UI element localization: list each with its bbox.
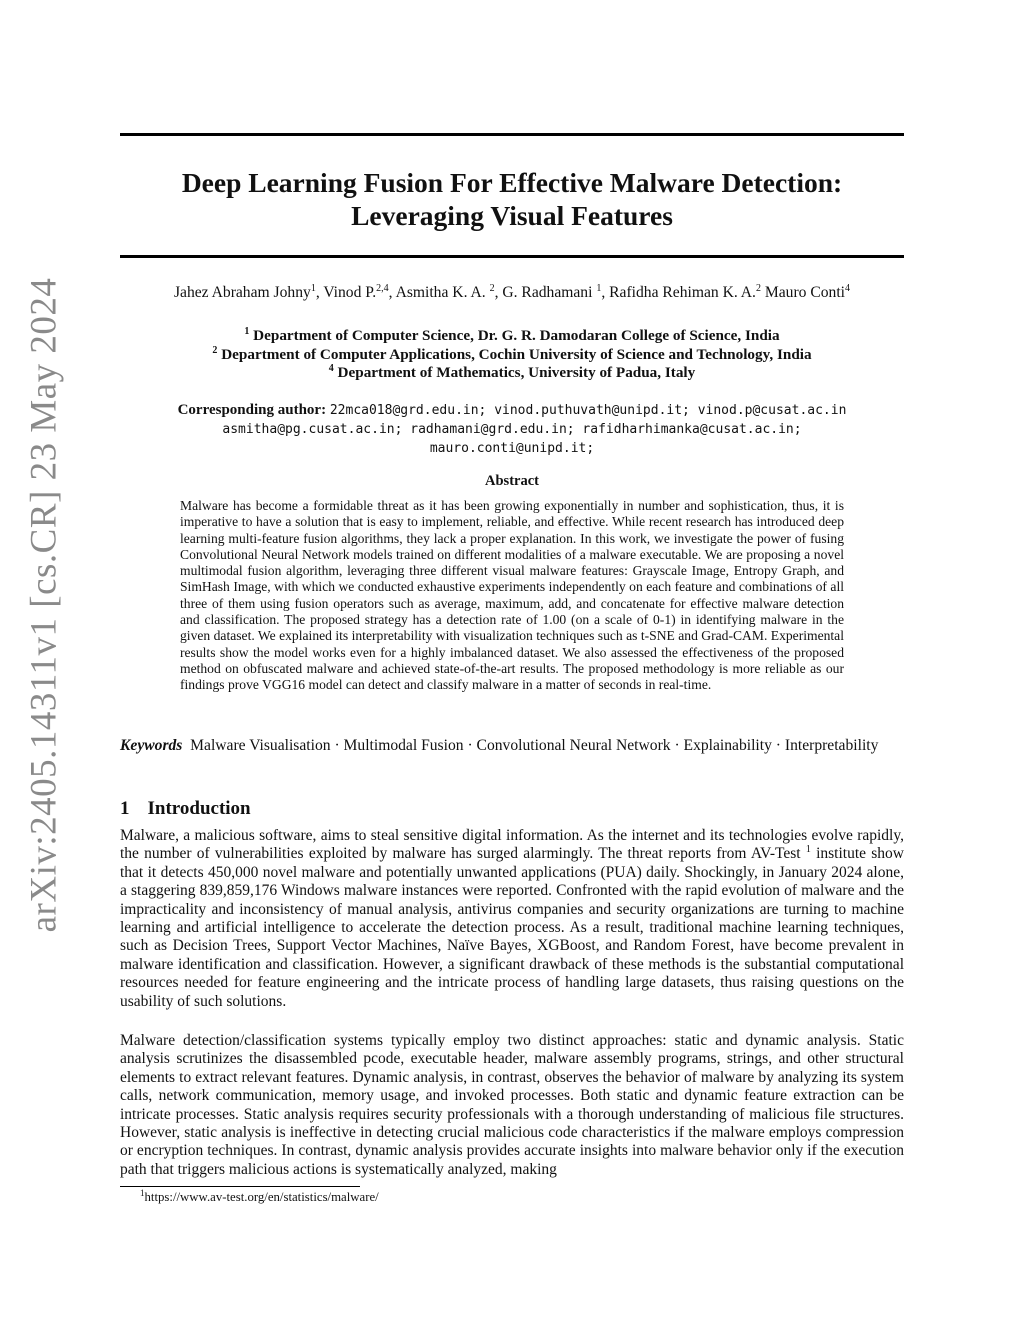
affiliation-line (120, 364, 904, 383)
affiliation-mark: 4 (328, 363, 334, 374)
email-list-line-3[interactable]: mauro.conti@unipd.it; (429, 441, 595, 456)
affiliation-text: Department of Computer Applications, Cochin University of Science and Technology, India (217, 345, 812, 363)
author-list (120, 283, 904, 303)
footnote-url[interactable]: https://www.av-test.org/en/statistics/malware/ (144, 1190, 379, 1204)
title-bottom-rule (120, 255, 904, 258)
author-affiliation-mark: 1 (310, 283, 316, 294)
keywords-block (120, 736, 904, 755)
affiliation-line (120, 327, 904, 346)
author-separator: , (494, 284, 503, 301)
author-name: Jahez Abraham Johny (173, 284, 311, 301)
affiliation-text: Department of Computer Science, Dr. G. R. Damodaran College of Science, India (249, 327, 780, 344)
author-separator: , (315, 284, 324, 301)
abstract-text: Malware has become a formidable threat as it has been growing exponentially in number and sophistication, thus, it is imperative to have a solution that is easy to implement, reliable, and effective. While recent research has introduced deep learning multi-feature fusion algorithms, they lack a proper explanation. In this work, we investigate the power of fusing Convolutional Neural Network models trained on different modalities of a malware executable. We are proposing a novel multimodal fusion algorithm, leveraging three different visual malware features: Grayscale Image, Entropy Graph, and SimHash Image, with which we conducted exhaustive experiments independently on each feature and combinations of all three of them using fusion operators such as average, maximum, add, and concatenate for effective malware detection and classification. The proposed strategy has a detection rate of 1.00 (on a scale of 0-1) in identifying malware in the given dataset. We explained its interpretability with visualization techniques such as t-SNE and Grad-CAM. Experimental results show the model works even for a highly imbalanced dataset. We also assessed the effectiveness of the proposed method on obfuscated malware and achieved state-of-the-art results. The proposed methodology is more reliable as our findings prove VGG16 model can detect and classify malware in a matter of seconds in real-time. (180, 498, 844, 693)
section-heading-introduction (120, 798, 251, 820)
author-name: G. Radhamani (502, 284, 597, 301)
author-name: Vinod P. (323, 284, 377, 301)
body-paragraph-1 (120, 827, 904, 1011)
footnote-reference[interactable]: 1 (805, 844, 811, 856)
corresponding-author-label: Corresponding author: (177, 402, 327, 418)
corresponding-author-block (120, 401, 904, 458)
affiliation-list (120, 327, 904, 383)
affiliation-line (120, 346, 904, 365)
paper-title (120, 166, 904, 232)
arxiv-identifier-stamp: arXiv:2405.14311v1 [cs.CR] 23 May 2024 (23, 277, 65, 933)
section-number: 1 (120, 798, 130, 819)
author-affiliation-mark: 2 (489, 283, 495, 294)
author-affiliation-mark: 2 (755, 283, 761, 294)
author-name: Mauro Conti (764, 284, 846, 301)
abstract-heading: Abstract (485, 473, 539, 489)
footnote-rule (120, 1186, 360, 1187)
affiliation-mark: 2 (212, 344, 218, 356)
section-title: Introduction (147, 798, 251, 819)
paragraph-text: Malware detection/classification systems typically employ two distinct approaches: static and dynamic analysis. Static analysis scrutinizes the disassembled pcode, executable header, malware assembly programs, strings, and other structural elements to extract relevant features. Dynamic analysis, in contrast, observes the behavior of malware by analyzing its system calls, network communication, memory usage, and invoked processes. Both static and dynamic feature extraction can be intricate processes. Static analysis requires security professionals with a thorough understanding of malicious file structures. However, static analysis is ineffective in detecting crucial malicious code characteristics if the malware employs compression or encryption techniques. In contrast, dynamic analysis provides accurate insights into malware behavior only if the execution path that triggers malicious actions is systematically analyzed, making (120, 1032, 904, 1178)
author-separator: , (388, 284, 396, 301)
title-line-1: Deep Learning Fusion For Effective Malware Detection: (181, 167, 843, 198)
author-separator: , (601, 284, 610, 301)
author-name: Rafidha Rehiman K. A. (609, 284, 756, 301)
paragraph-text: Malware, a malicious software, aims to steal sensitive digital information. As the internet and its technologies evolve rapidly, the number of vulnerabilities exploited by malware has surged alarmingly. The threat reports from AV-Test (120, 827, 904, 863)
author-name: Asmitha K. A. (395, 284, 490, 301)
affiliation-text: Department of Mathematics, University of Padua, Italy (333, 364, 696, 381)
keywords-label: Keywords (120, 737, 183, 754)
paragraph-text: institute show that it detects 450,000 novel malware and potentially unwanted applications (PUA) daily. Shockingly, in January 2024 alone, a staggering 839,859,176 Windows malware instances were reported. Confronted with the rapid evolution of malware and the impracticality and inconsistency of manual analysis, antivirus companies and security organizations are turning to machine learning and artificial intelligence to accelerate the detection process. As a result, traditional machine learning techniques, such as Decision Trees, Support Vector Machines, Naïve Bayes, XGBoost, and Random Forest, have become prevalent in malware identification and classification. However, a significant drawback of these methods is the substantial computational resources needed for feature engineering and the intricate process of handling large datasets, thus raising questions on the usability of such solutions. (120, 845, 904, 1010)
keywords-text: Malware Visualisation · Multimodal Fusion · Convolutional Neural Network · Explainability · Interpretability (190, 737, 879, 754)
footnote-mark: 1 (140, 1188, 145, 1198)
author-affiliation-mark: 1 (596, 283, 602, 294)
title-top-rule (120, 133, 904, 136)
author-affiliation-mark: 2,4 (376, 283, 389, 294)
footnote (140, 1190, 379, 1205)
author-affiliation-mark: 4 (845, 283, 851, 294)
title-line-2: Leveraging Visual Features (351, 200, 673, 231)
email-list-line-1[interactable]: 22mca018@grd.edu.in; vinod.puthuvath@unipd.it; vinod.p@cusat.ac.in (329, 403, 847, 418)
email-list-line-2[interactable]: asmitha@pg.cusat.ac.in; radhamani@grd.edu.in; rafidharhimanka@cusat.ac.in; (222, 422, 802, 437)
affiliation-mark: 1 (244, 326, 250, 337)
body-paragraph-2 (120, 1032, 904, 1179)
